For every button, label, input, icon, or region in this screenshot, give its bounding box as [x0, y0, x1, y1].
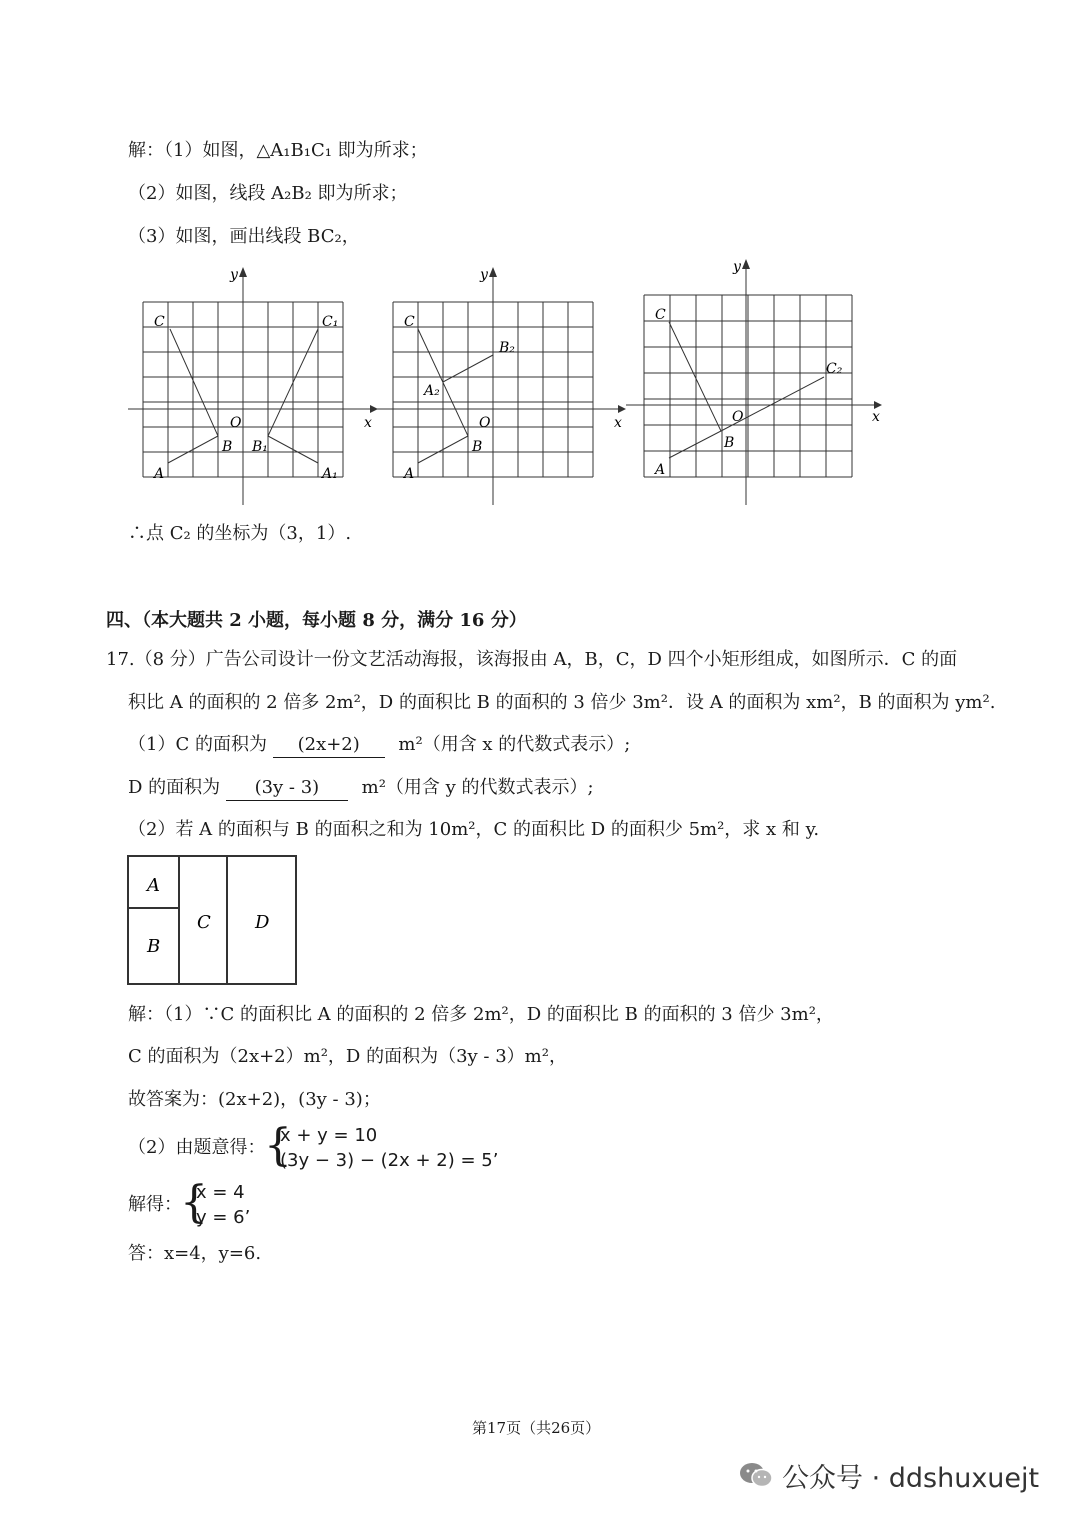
solution17-solve-prefix: 解得： [128, 1194, 182, 1215]
q1-answer-blank: (2x+2) [273, 733, 385, 758]
graph-1-y-label: y [230, 267, 238, 283]
graph-3-grid [644, 295, 852, 477]
graph-2 [376, 267, 626, 505]
graph-3-x-arrow [874, 401, 882, 409]
wechat-icon [738, 1461, 774, 1489]
solution16-part1: 解：（1）如图，△A₁B₁C₁ 即为所求； [128, 140, 428, 161]
rect-label-c: C [197, 912, 211, 933]
system-eq1: x + y = 10 [280, 1125, 378, 1146]
graph-1 [128, 267, 378, 505]
graph-3-x-label: x [872, 409, 880, 425]
page-number: 第17页（共26页） [472, 1419, 601, 1437]
section4-heading: 四、（本大题共 2 小题，每小题 8 分，满分 16 分） [106, 610, 527, 631]
graph-1-y-arrow [239, 267, 247, 277]
problem17-question1 [128, 733, 630, 758]
graph-3-origin: O [732, 409, 744, 425]
graph-1-label-b: B [222, 439, 233, 455]
graph-2-label-a: A [404, 466, 415, 482]
coordinate-graphs-figure [0, 255, 1080, 515]
graph-3-label-c: C [655, 307, 666, 323]
solution16-part3: （3）如图，画出线段 BC₂， [128, 226, 360, 247]
graph-3-label-b: B [724, 435, 735, 451]
rect-label-a: A [147, 875, 160, 896]
graph-3-y-label: y [733, 259, 741, 275]
problem17-line1: 17.（8 分）广告公司设计一份文艺活动海报，该海报由 A，B，C，D 四个小矩形组成，如图所示．C 的面 [106, 649, 958, 670]
rect-label-d: D [255, 912, 270, 933]
graph-1-label-b1: B₁ [252, 439, 268, 455]
solution-y: y = 6’ [196, 1207, 251, 1228]
graph-1-label-a: A [154, 466, 165, 482]
rectangle-figure [126, 854, 300, 988]
solution-x: x = 4 [196, 1182, 245, 1203]
graph-2-y-label: y [480, 267, 488, 283]
graph-2-origin: O [479, 415, 491, 431]
graph-2-label-b: B [472, 439, 483, 455]
problem17-question2: （2）若 A 的面积与 B 的面积之和为 10m²，C 的面积比 D 的面积少 5m²，求 x 和 y. [128, 819, 820, 840]
system-eq2: (3y − 3) − (2x + 2) = 5’ [280, 1150, 499, 1171]
problem17-question1b [128, 776, 594, 801]
graph-1-x-label: x [364, 415, 372, 431]
graph-3-segment-bc2 [721, 377, 824, 431]
q1b-suffix: m²（用含 y 的代数式表示）; [361, 777, 594, 798]
graph-2-label-a2: A₂ [424, 383, 440, 399]
solution17-line3: 故答案为：(2x+2)，(3y - 3)； [128, 1089, 381, 1110]
solution16-conclusion: ∴点 C₂ 的坐标为（3，1）. [128, 523, 352, 544]
graph-1-label-a1: A₁ [322, 466, 338, 482]
solution16-part2: （2）如图，线段 A₂B₂ 即为所求； [128, 183, 408, 204]
graph-1-label-c1: C₁ [322, 314, 339, 330]
graph-2-y-arrow [489, 267, 497, 277]
graph-2-x-arrow [618, 405, 626, 413]
graph-3-segments-abc [669, 322, 721, 458]
graph-2-label-c: C [404, 314, 415, 330]
graph-2-x-label: x [614, 415, 622, 431]
solution17-line2: C 的面积为（2x+2）m²，D 的面积为（3y - 3）m²， [128, 1046, 567, 1067]
graph-1-label-c: C [154, 314, 165, 330]
system-brace: { [264, 1120, 292, 1171]
q1-suffix: m²（用含 x 的代数式表示）; [398, 734, 631, 755]
q1b-answer-blank: (3y - 3) [226, 776, 348, 801]
solution-brace: { [180, 1177, 208, 1228]
graph-1-origin: O [230, 415, 242, 431]
problem17-line2: 积比 A 的面积的 2 倍多 2m²，D 的面积比 B 的面积的 3 倍少 3m²．设 A 的面积为 xm²，B 的面积为 ym². [128, 692, 996, 713]
graph-3-label-c2: C₂ [826, 361, 843, 377]
graph-3-y-arrow [742, 259, 750, 269]
q1-prefix: （1）C 的面积为 [128, 734, 267, 755]
graph-3-label-a: A [655, 462, 666, 478]
solution17-answer: 答：x=4，y=6. [128, 1243, 262, 1264]
solution17-line1: 解：（1）∵C 的面积比 A 的面积的 2 倍多 2m²，D 的面积比 B 的面积的 3 倍少 3m²， [128, 1004, 834, 1025]
graph-2-label-b2: B₂ [499, 340, 515, 356]
graph-3 [626, 259, 882, 505]
rect-label-b: B [147, 936, 161, 957]
solution17-system-prefix: （2）由题意得： [128, 1137, 266, 1158]
watermark-text: 公众号 · ddshuxuejt [782, 1463, 1040, 1494]
q1b-prefix: D 的面积为 [128, 777, 221, 798]
